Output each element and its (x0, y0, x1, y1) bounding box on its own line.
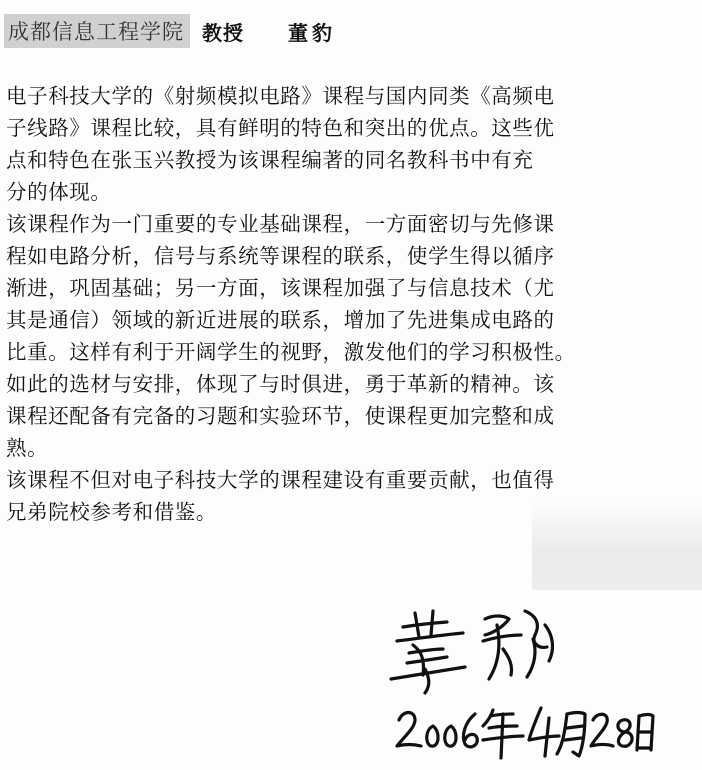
text-line: 程如电路分析，信号与系统等课程的联系，使学生得以循序 (6, 244, 555, 268)
text-line: 其是通信）领域的新近进展的联系，增加了先进集成电路的 (6, 308, 555, 332)
author-name: 董豹 (288, 20, 336, 45)
document-header (4, 16, 336, 46)
text-line: 子线路》课程比较，具有鲜明的特色和突出的优点。这些优 (6, 116, 555, 140)
text-line: 熟。 (6, 436, 49, 460)
text-line: 点和特色在张玉兴教授为该课程编著的同名教科书中有充 (6, 148, 534, 172)
text-line: 该课程不但对电子科技大学的课程建设有重要贡献，也值得 (6, 468, 555, 492)
text-line: 课程还配备有完备的习题和实验环节，使课程更加完整和成 (6, 404, 555, 428)
text-line: 分的体现。 (6, 180, 112, 204)
text-line: 渐进，巩固基础；另一方面，该课程加强了与信息技术（尤 (6, 276, 555, 300)
handwritten-signature (385, 605, 565, 695)
author-title: 教授 (202, 20, 244, 45)
text-line: 电子科技大学的《射频模拟电路》课程与国内同类《高频电 (6, 84, 555, 108)
institution-name: 成都信息工程学院 (4, 14, 190, 48)
text-line: 兄弟院校参考和借鉴。 (6, 500, 217, 524)
text-line: 该课程作为一门重要的专业基础课程，一方面密切与先修课 (6, 212, 555, 236)
text-line: 比重。这样有利于开阔学生的视野，激发他们的学习积极性。 (6, 340, 576, 364)
text-line: 如此的选材与安排，体现了与时俱进，勇于革新的精神。该 (6, 372, 555, 396)
review-text (6, 80, 698, 528)
handwritten-date (395, 700, 655, 760)
